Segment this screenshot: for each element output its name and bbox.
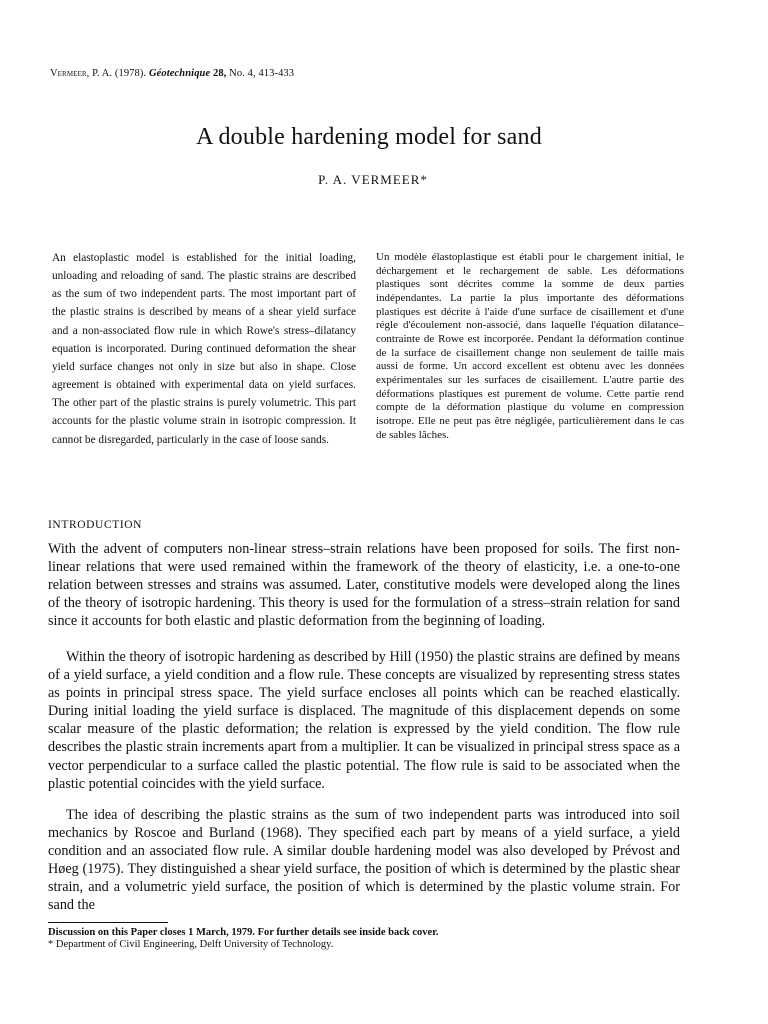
citation-issue-pages: No. 4, 413-433: [229, 68, 295, 79]
body-paragraph-2: Within the theory of isotropic hardening as described by Hill (1950) the plastic strains are defined by means of a yield surface, a yield condition and a flow rule. These concepts are visualized by representing stress states as points in principal stress space. The yield surface encloses all points which can be reached elastically. During initial loading the yield surface is displaced. The magnitude of this displacement depends on some scalar measure of the plastic deformation; the relation is expressed by the yield condition. The flow rule describes the plastic strain increments apart from a multiplier. It can be visualized in principal stress space as a vector perpendicular to a surface called the plastic potential. The flow rule is said to be associated when the plastic potential coincides with the yield surface.: [48, 649, 680, 792]
citation-journal: Géotechnique: [148, 68, 211, 79]
footnote-affiliation: * Department of Civil Engineering, Delft University of Technology.: [48, 939, 334, 951]
footnote-divider: [48, 922, 168, 923]
footnotes: [48, 927, 688, 952]
body-paragraph-3: The idea of describing the plastic strains as the sum of two independent parts was introduced into soil mechanics by Roscoe and Burland (1968). They specified each part by means of a yield surface, a yield condition and an associated flow rule. A similar double hardening model was also developed by Prévost and Høeg (1975). They distinguished a shear yield surface, the position of which is determined by the plastic shear strain, and a volumetric yield surface, the position of which is determined by the plastic volume strain. For sand the: [48, 807, 680, 914]
abstract-english: An elastoplastic model is established for the initial loading, unloading and reloading of sand. The plastic strains are described as the sum of two independent parts. The most important part of the plastic strains is described by means of a shear yield surface and a non-associated flow rule in which Rowe's stress–dilatancy equation is incorporated. During continued deformation the shear yield surface changes not only in size but also in shape. Close agreement is obtained with experimental data on yield surfaces. The other part of the plastic strains is purely volumetric. This part accounts for the plastic volume strain in isotropic compression. It cannot be disregarded, particularly in the case of loose sands.: [52, 252, 356, 446]
section-heading-introduction: INTRODUCTION: [48, 519, 143, 531]
citation-authors: Vermeer, P. A. (1978).: [50, 68, 147, 79]
citation-line: [50, 68, 294, 79]
paper-author: P. A. VERMEER*: [318, 172, 428, 187]
abstract-french: Un modèle élastoplastique est établi pour le chargement initial, le déchargement et le rechargement de sable. Les déformations plastiques sont décrites comme la somme de deux parties indépendantes. La partie la plus importante des déformations plastiques est décrite à l'aide d'une surface de cisaillement et d'une régle d'écoulement non-associé, dans laquelle l'équation dilatance–contrainte de Rowe est incorporée. Pendant la déformation continue de la surface de cisaillement change non seulement de taille mais aussi de forme. Un accord excellent est obtenu avec les données expérimentales sur les surfaces de cisaillement. L'autre partie des déformations plastiques est purement de volume. Cette partie rend compte de la déformation plastique du volume en compression isotrope. Elle ne peut pas être négligée, particulièrement dans le cas de sables lâches.: [376, 251, 684, 441]
body-paragraph-1: With the advent of computers non-linear stress–strain relations have been proposed for soils. The first non-linear relations that were used remained within the framework of the theory of elasticity, i.e. a one-to-one relation between stresses and strains was assumed. Later, constitutive models were developed along the lines of the theory of isotropic hardening. This theory is used for the formulation of a stress–strain relation for sand since it accounts for both elastic and plastic deformation from the beginning of loading.: [48, 541, 680, 630]
footnote-discussion: Discussion on this Paper closes 1 March, 1979. For further details see inside back cover.: [48, 927, 439, 938]
paper-title: A double hardening model for sand: [196, 124, 542, 150]
citation-volume: 28,: [212, 68, 227, 79]
